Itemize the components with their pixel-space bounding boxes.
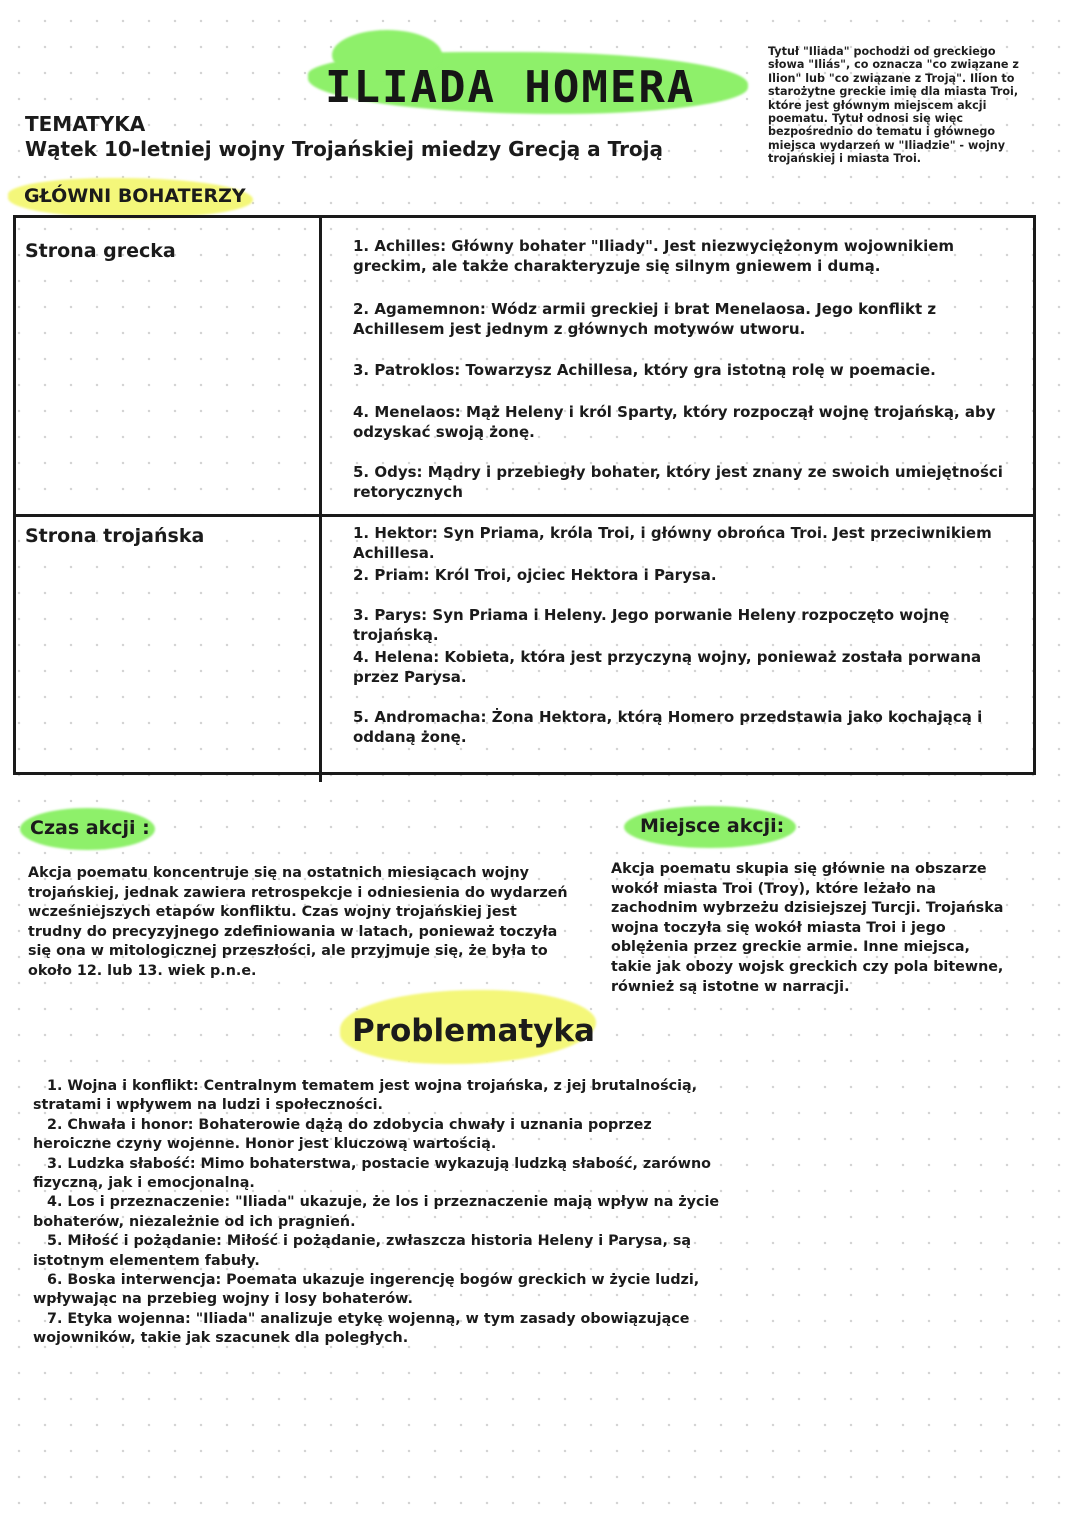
table-row-divider xyxy=(13,514,1036,517)
hero-agamemnon: 2. Agamemnon: Wódz armii greckiej i brat Menelaosa. Jego konflikt z Achillesem jest jednym z głównych motywów utworu. xyxy=(353,300,937,338)
title-note: Tytuł "Iliada" pochodzi od greckiego słowa "Iliás", co oznacza "co związane z Ilion" lub "co związane z Troją". Ilion to starożytne greckie imię dla miasta Troi, które jest głównym miejscem akcji poematu. Tytuł odnosi się więc bezpośrednio do tematu i głównego miejsca wydarzeń w "Iliadzie" - wojny trojańskiej i miasta Troi. xyxy=(768,45,1019,166)
problem-item: 2. Chwała i honor: Bohaterowie dążą do zdobycia chwały i uznania poprzez heroiczne czyny wojenne. Honor jest kluczową wartością. xyxy=(33,1116,652,1153)
hero-andromacha: 5. Andromacha: Żona Hektora, którą Homero przedstawia jako kochającą i oddaną żonę. xyxy=(353,708,983,746)
problem-item: 7. Etyka wojenna: "Iliada" analizuje etykę wojenną, w tym zasady obowiązujące wojowników, takie jak szacunek dla poległych. xyxy=(33,1310,690,1347)
tematyka-text: Wątek 10-letniej wojny Trojańskiej miedzy Grecją a Troją xyxy=(25,137,664,161)
problematyka-list xyxy=(33,1077,733,1349)
miejsce-heading: Miejsce akcji: xyxy=(640,815,785,837)
hero-helena: 4. Helena: Kobieta, która jest przyczyną wojny, ponieważ została porwana przez Parysa. xyxy=(353,648,982,686)
greek-side-label: Strona grecka xyxy=(25,240,176,262)
hero-priam: 2. Priam: Król Troi, ojciec Hektora i Parysa. xyxy=(353,566,717,584)
page-title: ILIADA HOMERA xyxy=(325,62,696,113)
heroes-heading: GŁÓWNI BOHATERZY xyxy=(24,185,246,207)
czas-text: Akcja poematu koncentruje się na ostatnich miesiącach wojny trojańskiej, jednak zawiera retrospekcje i odniesienia do wydarzeń wcześniejszych etapów konfliktu. Czas wojny trojańskiej jest trudny do precyzyjnego zdefiniowania w latach, ponieważ toczyła się ona w mitologicznej przeszłości, ale przyjmuje się, że była to około 12. lub 13. wiek p.n.e. xyxy=(28,865,568,979)
problem-item: 1. Wojna i konflikt: Centralnym tematem jest wojna trojańska, z jej brutalnością, stratami i wpływem na ludzi i społeczności. xyxy=(33,1078,698,1114)
hero-menelaos: 4. Menelaos: Mąż Heleny i król Sparty, który rozpoczął wojnę trojańską, aby odzyskać swoją żonę. xyxy=(353,403,996,441)
hero-hektor: 1. Hektor: Syn Priama, króla Troi, i główny obrońca Troi. Jest przeciwnikiem Achillesa. xyxy=(353,524,992,562)
miejsce-text: Akcja poematu skupia się głównie na obszarze wokół miasta Troi (Troy), które leżało na zachodnim wybrzeżu dzisiejszej Turcji. Trojańska wojna toczyła się wokół miasta Troi i jego oblężenia przez greckie armie. Inne miejsca, takie jak obozy wojsk greckich czy pola bitewne, również są istotne w narracji. xyxy=(611,861,1004,995)
hero-achilles: 1. Achilles: Główny bohater "Iliady". Jest niezwyciężonym wojownikiem greckim, ale także charakteryzuje się silnym gniewem i dumą. xyxy=(353,237,955,275)
trojan-side-label: Strona trojańska xyxy=(25,525,205,547)
problem-item: 4. Los i przeznaczenie: "Iliada" ukazuje, że los i przeznaczenie mają wpływ na życie bohaterów, niezależnie od ich pragnień. xyxy=(33,1194,720,1230)
hero-odys: 5. Odys: Mądry i przebiegły bohater, który jest znany ze swoich umiejętności retorycznych xyxy=(353,463,1003,501)
table-column-divider xyxy=(319,215,322,782)
czas-heading: Czas akcji : xyxy=(30,817,150,839)
problem-item: 5. Miłość i pożądanie: Miłość i pożądanie, zwłaszcza historia Heleny i Parysa, są istotnym elementem fabuły. xyxy=(33,1233,692,1269)
problem-item: 6. Boska interwencja: Poemata ukazuje ingerencję bogów greckich w życie ludzi, wpływając na przebieg wojny i losy bohaterów. xyxy=(33,1272,700,1308)
tematyka-heading: TEMATYKA xyxy=(25,112,146,136)
hero-patroklos: 3. Patroklos: Towarzysz Achillesa, który gra istotną rolę w poemacie. xyxy=(353,361,936,379)
problem-item: 3. Ludzka słabość: Mimo bohaterstwa, postacie wykazują ludzką słabość, zarówno fizyczną, jak i emocjonalną. xyxy=(33,1155,711,1192)
problematyka-heading: Problematyka xyxy=(352,1013,595,1049)
hero-parys: 3. Parys: Syn Priama i Heleny. Jego porwanie Heleny rozpoczęto wojnę trojańską. xyxy=(353,606,950,644)
